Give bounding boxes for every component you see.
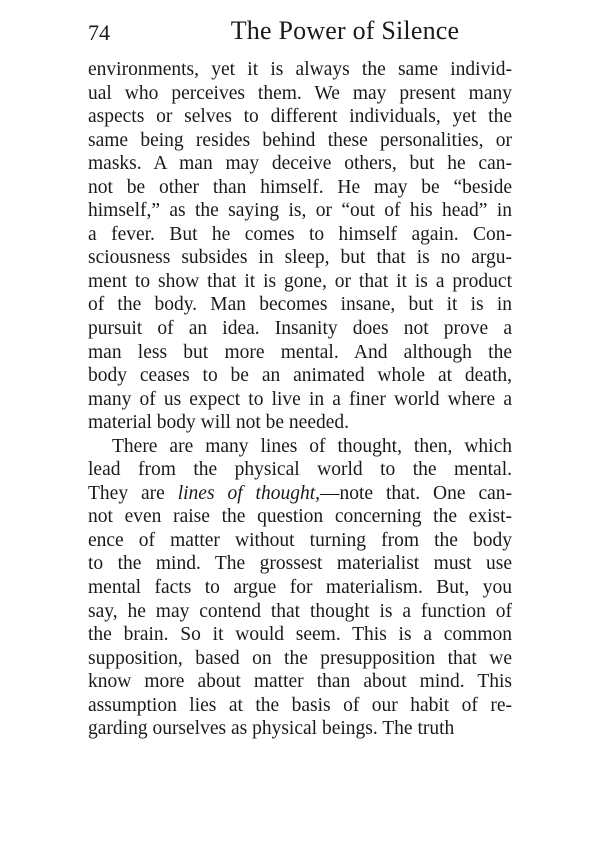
text-line: himself,” as the saying is, or “out of his head” in [88, 200, 512, 222]
text-line: a fever. But he comes to himself again. Con- [88, 223, 512, 245]
text-line [88, 482, 512, 506]
text-line: aspects or selves to different individuals, yet the [88, 106, 512, 128]
text-line: mental facts to argue for materialism. But, you [88, 577, 512, 599]
text-line: supposition, based on the presupposition that we [88, 647, 512, 669]
text-line: pursuit of an idea. Insanity does not prove a [88, 318, 512, 340]
text-line: not be other than himself. He may be “beside [88, 176, 512, 198]
text-line: ence of matter without turning from the body [88, 529, 512, 551]
text-segment: —note that. One can- [320, 482, 512, 504]
text-segment: They are [88, 482, 178, 504]
text-line: garding ourselves as physical beings. The truth [88, 718, 455, 740]
text-line: to the mind. The grossest materialist must use [88, 553, 512, 575]
text-line: say, he may contend that thought is a function of [88, 600, 512, 622]
text-line: man less but more mental. And although the [88, 341, 512, 363]
text-line: know more about matter than about mind. This [88, 671, 512, 693]
text-line: material body will not be needed. [88, 412, 350, 434]
text-line: ual who perceives them. We may present many [88, 82, 512, 104]
text-line: masks. A man may deceive others, but he can- [88, 153, 512, 175]
text-line: assumption lies at the basis of our habit of re- [88, 694, 512, 716]
page-number: 74 [88, 20, 110, 45]
text-line: environments, yet it is always the same individ- [88, 59, 512, 80]
paragraph [88, 58, 512, 435]
text-line: of the body. Man becomes insane, but it is in [88, 294, 512, 316]
text-line: same being resides behind these personalities, or [88, 129, 512, 151]
text-line: There are many lines of thought, then, which [112, 435, 512, 457]
text-line: lead from the physical world to the mental. [88, 459, 512, 481]
body-text [88, 58, 512, 741]
italic-text: lines of thought, [177, 482, 321, 504]
text-line: sciousness subsides in sleep, but that is no argu- [88, 247, 512, 269]
running-title: The Power of Silence [230, 16, 460, 45]
paragraph [88, 435, 512, 741]
text-line: not even raise the question concerning the exist- [88, 506, 512, 528]
text-line: body ceases to be an animated whole at death, [88, 365, 512, 387]
text-line: ment to show that it is gone, or that it is a product [88, 270, 512, 292]
text-line: the brain. So it would seem. This is a common [88, 624, 512, 646]
text-line: many of us expect to live in a finer world where a [88, 388, 512, 410]
